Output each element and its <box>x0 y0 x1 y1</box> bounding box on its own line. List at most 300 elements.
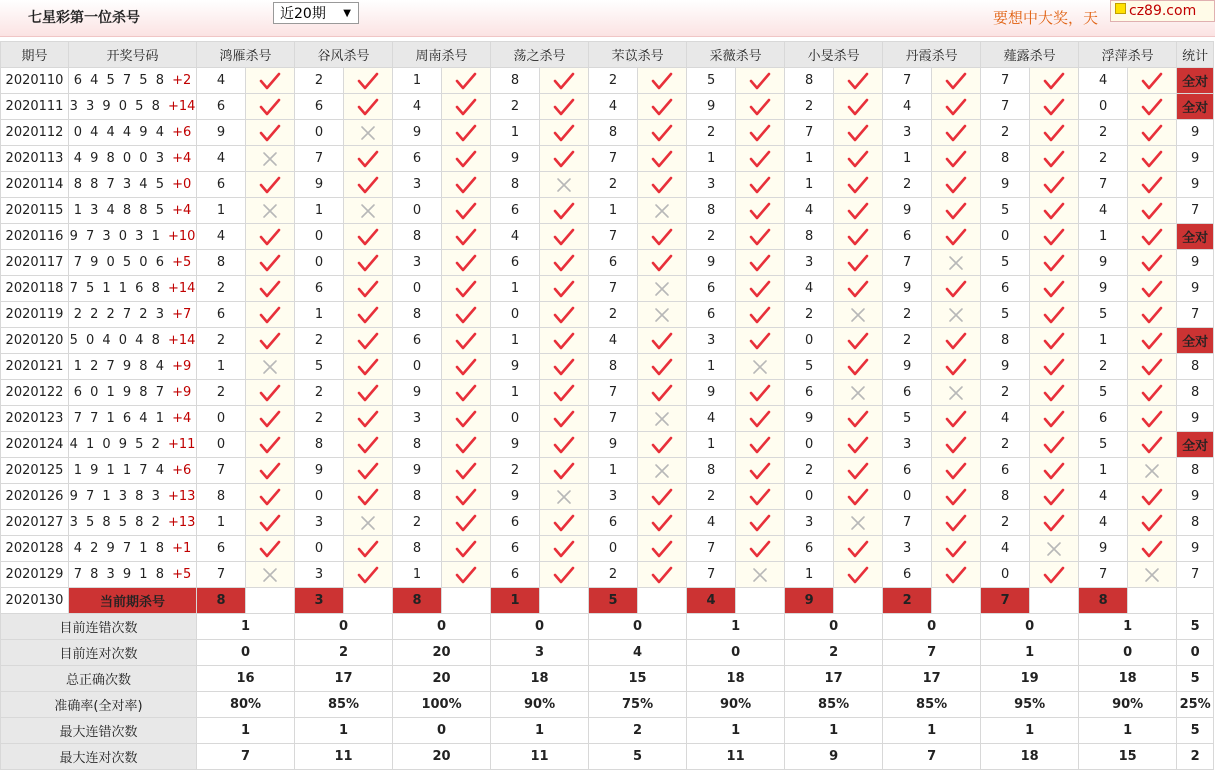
cross-icon <box>653 306 671 324</box>
stat-cell: 9 <box>1177 146 1214 172</box>
kill-number-table <box>0 41 1214 770</box>
stats-value: 85% <box>785 692 883 718</box>
cross-icon <box>849 306 867 324</box>
stat-cell: 7 <box>1177 198 1214 224</box>
correct-mark <box>638 484 687 510</box>
correct-mark <box>246 536 295 562</box>
draw-numbers-cell <box>69 198 197 224</box>
stats-value: 90% <box>1079 692 1177 718</box>
kill-number-cell: 1 <box>589 458 638 484</box>
stats-value: 0 <box>1177 640 1214 666</box>
logo-square-icon <box>1115 3 1126 14</box>
kill-number-cell: 4 <box>687 510 736 536</box>
stats-value: 20 <box>393 640 491 666</box>
check-icon <box>749 514 771 532</box>
check-icon <box>455 254 477 272</box>
kill-number-cell: 7 <box>1079 562 1128 588</box>
check-icon <box>651 540 673 558</box>
correct-mark <box>1128 276 1177 302</box>
correct-mark <box>344 432 393 458</box>
check-icon <box>847 358 869 376</box>
check-icon <box>259 124 281 142</box>
kill-number-cell: 3 <box>687 328 736 354</box>
wrong-mark <box>246 198 295 224</box>
kill-number-cell: 9 <box>981 354 1030 380</box>
kill-number-cell: 7 <box>687 536 736 562</box>
check-icon <box>945 202 967 220</box>
stats-value: 1 <box>981 718 1079 744</box>
correct-mark <box>638 328 687 354</box>
stats-value: 25% <box>1177 692 1214 718</box>
kill-number-cell: 0 <box>393 354 442 380</box>
check-icon <box>259 306 281 324</box>
stats-value: 17 <box>785 666 883 692</box>
top-bar <box>0 0 1215 37</box>
correct-mark <box>1128 172 1177 198</box>
correct-mark <box>442 406 491 432</box>
draw-numbers-cell <box>69 276 197 302</box>
kill-number-cell: 0 <box>295 120 344 146</box>
kill-number-cell: 2 <box>589 302 638 328</box>
kill-number-cell: 4 <box>981 406 1030 432</box>
check-icon <box>1043 358 1065 376</box>
correct-mark <box>834 484 883 510</box>
check-icon <box>847 462 869 480</box>
current-kill-number: 8 <box>197 588 246 614</box>
kill-number-cell: 3 <box>393 250 442 276</box>
wrong-mark <box>638 276 687 302</box>
correct-mark <box>344 354 393 380</box>
check-icon <box>259 436 281 454</box>
kill-number-cell: 7 <box>687 562 736 588</box>
stats-value: 16 <box>197 666 295 692</box>
kill-number-cell: 5 <box>981 198 1030 224</box>
check-icon <box>1141 254 1163 272</box>
stats-value: 7 <box>883 744 981 770</box>
correct-mark <box>246 328 295 354</box>
kill-number-cell: 2 <box>981 120 1030 146</box>
check-icon <box>553 514 575 532</box>
draw-numbers-cell <box>69 224 197 250</box>
correct-mark <box>246 120 295 146</box>
check-icon <box>749 332 771 350</box>
stats-value: 7 <box>197 744 295 770</box>
check-icon <box>357 72 379 90</box>
cross-icon <box>653 202 671 220</box>
kill-number-cell: 0 <box>295 536 344 562</box>
stats-value: 90% <box>491 692 589 718</box>
period-cell: 2020122 <box>1 380 69 406</box>
stats-value: 18 <box>687 666 785 692</box>
check-icon <box>651 254 673 272</box>
stats-label: 目前连对次数 <box>1 640 197 666</box>
column-header: 荡之杀号 <box>491 42 589 68</box>
cross-icon <box>359 514 377 532</box>
kill-number-cell: 5 <box>1079 432 1128 458</box>
correct-mark <box>246 68 295 94</box>
kill-number-cell: 3 <box>295 562 344 588</box>
kill-number-cell: 2 <box>393 510 442 536</box>
wrong-mark <box>932 302 981 328</box>
cross-icon <box>1045 540 1063 558</box>
check-icon <box>945 358 967 376</box>
check-icon <box>1043 72 1065 90</box>
correct-mark <box>834 276 883 302</box>
wrong-mark <box>540 484 589 510</box>
current-kill-number: 9 <box>785 588 834 614</box>
site-logo[interactable] <box>1110 0 1215 22</box>
correct-mark <box>442 198 491 224</box>
wrong-mark <box>540 172 589 198</box>
correct-mark <box>442 172 491 198</box>
kill-number-cell: 7 <box>981 94 1030 120</box>
wrong-mark <box>638 406 687 432</box>
check-icon <box>455 410 477 428</box>
stats-value: 1 <box>1079 718 1177 744</box>
kill-number-cell: 1 <box>491 120 540 146</box>
correct-mark <box>540 406 589 432</box>
stats-value: 85% <box>295 692 393 718</box>
kill-number-cell: 9 <box>491 432 540 458</box>
stats-value: 0 <box>687 640 785 666</box>
kill-number-cell: 7 <box>883 250 932 276</box>
correct-mark <box>442 458 491 484</box>
check-icon <box>1043 410 1065 428</box>
check-icon <box>1141 98 1163 116</box>
check-icon <box>455 176 477 194</box>
kill-number-cell: 5 <box>785 354 834 380</box>
correct-mark <box>932 536 981 562</box>
kill-number-cell: 2 <box>491 458 540 484</box>
correct-mark <box>638 510 687 536</box>
kill-number-cell: 3 <box>687 172 736 198</box>
period-cell: 2020124 <box>1 432 69 458</box>
column-header: 丹霞杀号 <box>883 42 981 68</box>
draw-numbers: 7 5 1 1 6 8 <box>69 281 162 296</box>
stats-value: 1 <box>981 640 1079 666</box>
stats-value: 1 <box>883 718 981 744</box>
check-icon <box>651 436 673 454</box>
stats-value: 5 <box>1177 718 1214 744</box>
correct-mark <box>1030 94 1079 120</box>
period-cell: 2020121 <box>1 354 69 380</box>
table-row <box>1 562 1214 588</box>
kill-number-cell: 0 <box>1079 94 1128 120</box>
stats-value: 0 <box>981 614 1079 640</box>
kill-number-cell: 2 <box>197 328 246 354</box>
check-icon <box>1043 228 1065 246</box>
draw-bonus: +2 <box>172 73 192 88</box>
kill-number-cell: 4 <box>197 68 246 94</box>
chevron-down-icon: ▼ <box>343 8 351 19</box>
check-icon <box>749 228 771 246</box>
correct-mark <box>834 94 883 120</box>
correct-mark <box>834 562 883 588</box>
correct-mark <box>932 172 981 198</box>
check-icon <box>945 98 967 116</box>
kill-number-cell: 7 <box>589 276 638 302</box>
kill-number-cell: 2 <box>589 172 638 198</box>
kill-number-cell: 7 <box>589 406 638 432</box>
kill-number-cell: 6 <box>295 276 344 302</box>
draw-numbers-cell <box>69 510 197 536</box>
correct-mark <box>344 250 393 276</box>
check-icon <box>1141 488 1163 506</box>
check-icon <box>259 72 281 90</box>
stat-cell: 8 <box>1177 458 1214 484</box>
kill-number-cell: 2 <box>197 276 246 302</box>
draw-numbers-cell <box>69 354 197 380</box>
wrong-mark <box>1030 536 1079 562</box>
cross-icon <box>261 202 279 220</box>
kill-number-cell: 0 <box>981 224 1030 250</box>
check-icon <box>1043 488 1065 506</box>
check-icon <box>1043 124 1065 142</box>
column-header: 周南杀号 <box>393 42 491 68</box>
correct-mark <box>638 250 687 276</box>
check-icon <box>847 124 869 142</box>
wrong-mark <box>344 120 393 146</box>
stats-value: 1 <box>687 718 785 744</box>
kill-number-cell: 1 <box>589 198 638 224</box>
kill-number-cell: 3 <box>785 510 834 536</box>
correct-mark <box>1030 484 1079 510</box>
kill-number-cell: 7 <box>197 562 246 588</box>
correct-mark <box>540 120 589 146</box>
check-icon <box>1043 176 1065 194</box>
correct-mark <box>246 250 295 276</box>
kill-number-cell: 2 <box>295 406 344 432</box>
kill-number-cell: 0 <box>785 432 834 458</box>
correct-mark <box>1030 458 1079 484</box>
correct-mark <box>442 94 491 120</box>
draw-bonus: +7 <box>172 307 192 322</box>
stats-row <box>1 692 1214 718</box>
check-icon <box>357 254 379 272</box>
period-cell: 2020110 <box>1 68 69 94</box>
kill-number-cell: 8 <box>981 328 1030 354</box>
check-icon <box>1141 514 1163 532</box>
check-icon <box>553 384 575 402</box>
draw-numbers: 7 7 1 6 4 1 <box>73 411 166 426</box>
kill-number-cell: 2 <box>883 328 932 354</box>
check-icon <box>553 202 575 220</box>
check-icon <box>945 124 967 142</box>
correct-mark <box>1128 406 1177 432</box>
correct-mark <box>442 510 491 536</box>
column-header: 期号 <box>1 42 69 68</box>
correct-mark <box>540 432 589 458</box>
kill-number-cell: 4 <box>393 94 442 120</box>
kill-number-cell: 6 <box>197 302 246 328</box>
kill-number-cell: 2 <box>589 68 638 94</box>
draw-bonus: +9 <box>172 385 192 400</box>
correct-mark <box>736 302 785 328</box>
correct-mark <box>834 172 883 198</box>
stats-value: 2 <box>589 718 687 744</box>
correct-mark <box>736 510 785 536</box>
kill-number-cell: 8 <box>785 68 834 94</box>
stats-label: 最大连对次数 <box>1 744 197 770</box>
draw-numbers: 9 7 3 0 3 1 <box>69 229 162 244</box>
check-icon <box>357 436 379 454</box>
check-icon <box>357 540 379 558</box>
table-row <box>1 510 1214 536</box>
correct-mark <box>932 354 981 380</box>
correct-mark <box>442 224 491 250</box>
draw-numbers-cell <box>69 458 197 484</box>
check-icon <box>357 332 379 350</box>
correct-mark <box>1030 302 1079 328</box>
check-icon <box>455 332 477 350</box>
kill-number-cell: 6 <box>883 562 932 588</box>
check-icon <box>651 150 673 168</box>
correct-mark <box>932 198 981 224</box>
wrong-mark <box>932 380 981 406</box>
current-kill-number: 1 <box>491 588 540 614</box>
correct-mark <box>246 380 295 406</box>
correct-mark <box>246 172 295 198</box>
correct-mark <box>344 276 393 302</box>
stats-value: 1 <box>197 718 295 744</box>
kill-number-cell: 2 <box>687 120 736 146</box>
correct-mark <box>442 354 491 380</box>
check-icon <box>553 124 575 142</box>
wrong-mark <box>834 510 883 536</box>
check-icon <box>553 540 575 558</box>
current-kill-number: 3 <box>295 588 344 614</box>
period-cell: 2020117 <box>1 250 69 276</box>
stats-value: 80% <box>197 692 295 718</box>
check-icon <box>455 384 477 402</box>
check-icon <box>749 124 771 142</box>
kill-number-cell: 8 <box>295 432 344 458</box>
draw-bonus: +5 <box>172 567 192 582</box>
correct-mark <box>540 224 589 250</box>
stats-value: 95% <box>981 692 1079 718</box>
current-period-cell: 2020130 <box>1 588 69 614</box>
stats-label: 准确率(全对率) <box>1 692 197 718</box>
correct-mark <box>1128 224 1177 250</box>
stats-value: 0 <box>197 640 295 666</box>
kill-number-cell: 2 <box>785 94 834 120</box>
kill-number-cell: 8 <box>589 120 638 146</box>
check-icon <box>651 124 673 142</box>
table-row <box>1 484 1214 510</box>
period-range-select[interactable] <box>273 2 359 24</box>
stat-cell: 7 <box>1177 562 1214 588</box>
correct-mark <box>540 510 589 536</box>
draw-numbers-cell <box>69 302 197 328</box>
kill-number-cell: 2 <box>785 302 834 328</box>
kill-number-cell: 2 <box>1079 120 1128 146</box>
correct-mark <box>442 432 491 458</box>
table-row <box>1 354 1214 380</box>
kill-number-cell: 9 <box>491 146 540 172</box>
correct-mark <box>834 328 883 354</box>
kill-number-cell: 8 <box>393 484 442 510</box>
kill-number-cell: 9 <box>1079 276 1128 302</box>
stats-value: 100% <box>393 692 491 718</box>
check-icon <box>1141 358 1163 376</box>
correct-mark <box>932 458 981 484</box>
kill-number-cell: 5 <box>1079 302 1128 328</box>
check-icon <box>749 462 771 480</box>
correct-mark <box>834 250 883 276</box>
correct-mark <box>344 172 393 198</box>
kill-number-cell: 9 <box>883 198 932 224</box>
cross-icon <box>947 384 965 402</box>
table-row <box>1 198 1214 224</box>
check-icon <box>945 228 967 246</box>
check-icon <box>357 462 379 480</box>
draw-numbers: 1 2 7 9 8 4 <box>73 359 166 374</box>
current-kill-number: 5 <box>589 588 638 614</box>
draw-bonus: +4 <box>172 151 192 166</box>
kill-number-cell: 1 <box>687 354 736 380</box>
check-icon <box>651 72 673 90</box>
stats-value: 18 <box>981 744 1079 770</box>
check-icon <box>945 566 967 584</box>
kill-number-cell: 6 <box>883 224 932 250</box>
kill-number-cell: 5 <box>687 68 736 94</box>
correct-mark <box>344 406 393 432</box>
kill-number-cell: 8 <box>393 432 442 458</box>
cross-icon <box>555 488 573 506</box>
kill-number-cell: 1 <box>1079 458 1128 484</box>
check-icon <box>1141 124 1163 142</box>
kill-number-cell: 6 <box>491 536 540 562</box>
check-icon <box>1043 436 1065 454</box>
table-row <box>1 406 1214 432</box>
check-icon <box>553 410 575 428</box>
correct-mark <box>932 432 981 458</box>
draw-bonus: +6 <box>172 125 192 140</box>
check-icon <box>749 98 771 116</box>
period-cell: 2020120 <box>1 328 69 354</box>
kill-number-cell: 2 <box>295 68 344 94</box>
check-icon <box>357 488 379 506</box>
draw-numbers-cell <box>69 536 197 562</box>
table-row <box>1 120 1214 146</box>
kill-number-cell: 2 <box>883 172 932 198</box>
correct-mark <box>442 68 491 94</box>
cross-icon <box>261 358 279 376</box>
period-cell: 2020128 <box>1 536 69 562</box>
correct-mark <box>736 172 785 198</box>
check-icon <box>553 358 575 376</box>
correct-mark <box>736 328 785 354</box>
empty-cell <box>736 588 785 614</box>
period-cell: 2020119 <box>1 302 69 328</box>
check-icon <box>259 280 281 298</box>
stats-value: 2 <box>1177 744 1214 770</box>
kill-number-cell: 6 <box>785 380 834 406</box>
wrong-mark <box>736 562 785 588</box>
correct-mark <box>932 562 981 588</box>
draw-numbers-cell <box>69 172 197 198</box>
stats-value: 0 <box>785 614 883 640</box>
stat-cell: 7 <box>1177 302 1214 328</box>
kill-number-cell: 4 <box>785 198 834 224</box>
correct-mark <box>932 224 981 250</box>
current-period-row <box>1 588 1214 614</box>
check-icon <box>259 488 281 506</box>
kill-number-cell: 6 <box>981 276 1030 302</box>
kill-number-cell: 9 <box>197 120 246 146</box>
correct-mark <box>1128 536 1177 562</box>
check-icon <box>847 98 869 116</box>
